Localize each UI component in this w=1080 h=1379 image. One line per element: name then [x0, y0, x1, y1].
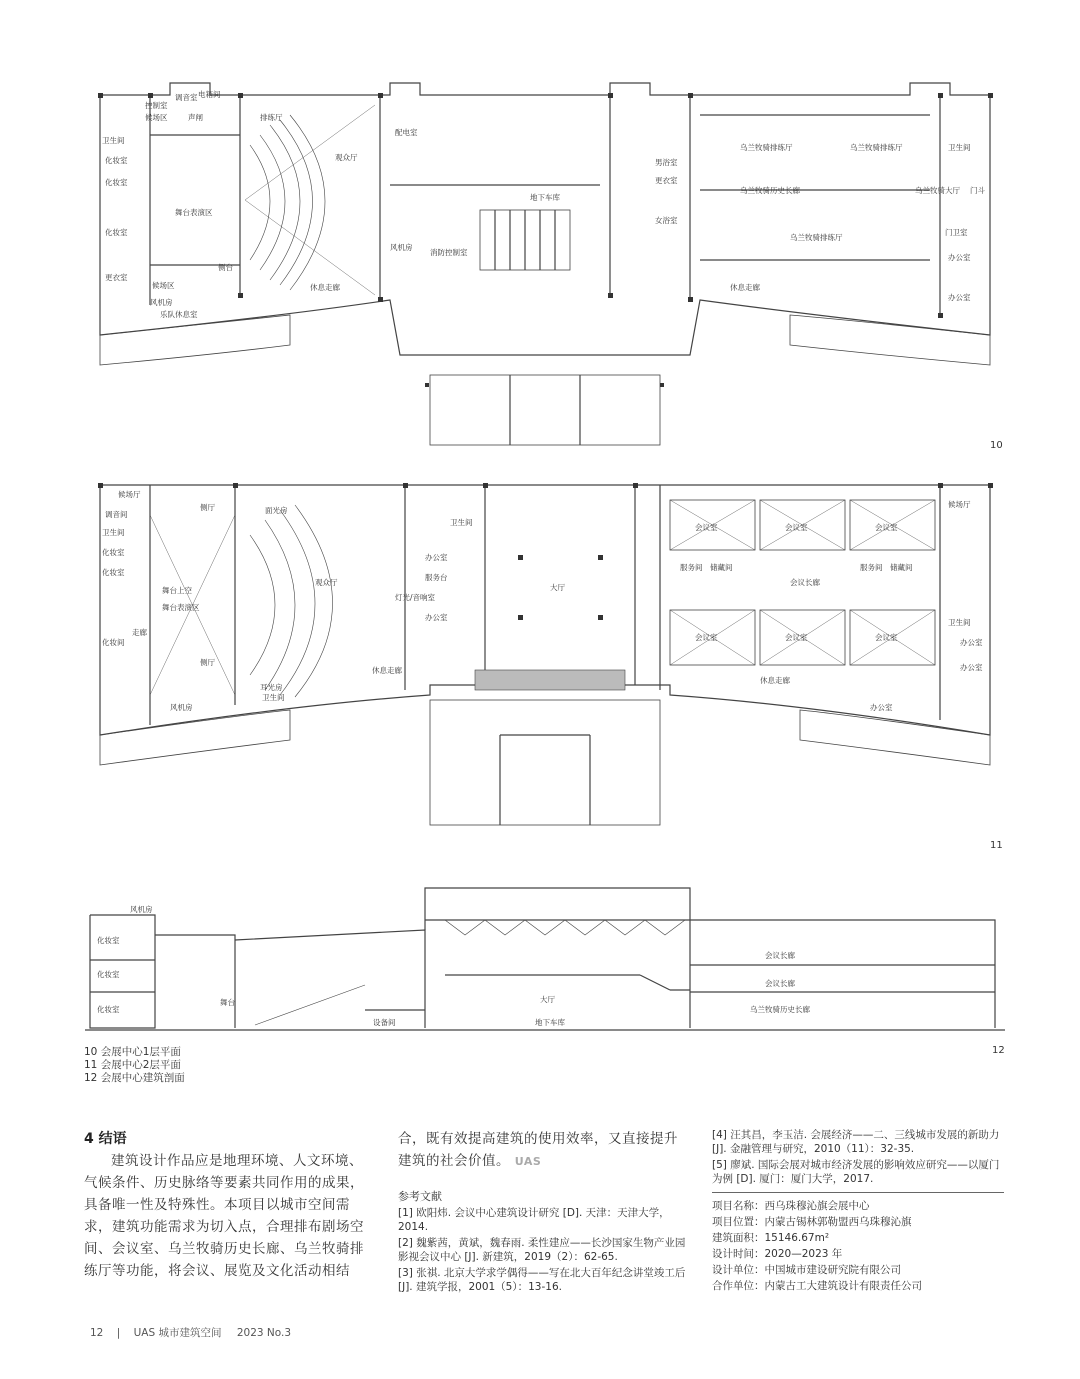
label: 观众厅: [335, 153, 358, 162]
label: 面光房: [265, 506, 288, 515]
project-info-line: 项目名称：西乌珠穆沁旗会展中心: [712, 1200, 870, 1212]
label: 候场厅: [948, 500, 971, 509]
figure-number: 12: [992, 1045, 1005, 1056]
label: 侧厅: [200, 503, 215, 512]
label: 乌兰牧骑排练厅: [790, 233, 843, 242]
label: 会议室: [785, 523, 808, 532]
label: 储藏间: [890, 563, 913, 572]
label: 卫生间: [948, 618, 971, 627]
figure-captions: [84, 1046, 185, 1085]
project-info-line: 合作单位：内蒙古工大建筑设计有限责任公司: [712, 1280, 922, 1292]
label: 大厅: [540, 995, 555, 1004]
label: 办公室: [425, 553, 448, 562]
label: 乌兰牧骑历史长廊: [750, 1005, 810, 1014]
label: 卫生间: [450, 518, 473, 527]
label: 地下车库: [535, 1018, 565, 1027]
label: 舞台上空: [162, 586, 192, 595]
label: 门卫室: [945, 228, 968, 237]
label: 配电室: [395, 128, 418, 137]
label: 风机房: [150, 298, 173, 307]
uas-logo: UAS: [514, 1155, 542, 1168]
label: 休息走廊: [372, 666, 402, 675]
label: 大厅: [550, 583, 565, 592]
page-number: 12: [90, 1327, 104, 1339]
label: 设备间: [373, 1018, 396, 1027]
label: 会议室: [695, 523, 718, 532]
project-info-line: 项目位置：内蒙古锡林郭勒盟西乌珠穆沁旗: [712, 1216, 912, 1228]
label: 卫生间: [102, 136, 125, 145]
caption: 10 会展中心1层平面: [84, 1046, 181, 1058]
label: 会议长廊: [765, 979, 795, 988]
label: 调音间: [105, 510, 128, 519]
issue-number: 2023 No.3: [236, 1327, 291, 1339]
label: 舞台表演区: [162, 603, 200, 612]
label: 服务台: [425, 573, 448, 582]
label: 休息走廊: [760, 676, 790, 685]
references-list-cont: [712, 1128, 1004, 1186]
label: 侧厅: [200, 658, 215, 667]
journal-name: UAS 城市建筑空间: [133, 1327, 222, 1339]
label: 消防控制室: [430, 248, 468, 257]
label: 化妆室: [97, 970, 120, 979]
label: 办公室: [425, 613, 448, 622]
label: 更衣室: [105, 273, 128, 282]
label: 化妆间: [102, 638, 125, 647]
label: 卫生间: [948, 143, 971, 152]
label: 乌兰牧骑排练厅: [850, 143, 903, 152]
label: 办公室: [948, 293, 971, 302]
reference-item: [2] 魏紫茜，黄斌，魏春雨. 柔性建应——长沙国家生物产业园影视会议中心 [J]. 新建筑，2019（2）：62-65.: [398, 1237, 686, 1263]
label: 门斗: [970, 186, 985, 195]
label: 乌兰牧骑大厅: [915, 186, 960, 195]
label: 耳光房: [260, 683, 283, 692]
label: 女浴室: [655, 216, 678, 225]
label: 会议室: [875, 633, 898, 642]
label: 化妆室: [105, 178, 128, 187]
label: 会议长廊: [765, 951, 795, 960]
label: 电箱间: [198, 90, 221, 99]
label: 调音室: [175, 93, 198, 102]
label: 服务间: [680, 563, 703, 572]
label: 乌兰牧骑历史长廊: [740, 186, 800, 195]
label: 风机房: [390, 243, 413, 252]
label: 舞台表演区: [175, 208, 213, 217]
references-list: [398, 1206, 690, 1294]
label: 办公室: [870, 703, 893, 712]
label: 观众厅: [315, 578, 338, 587]
label: 控制室: [145, 101, 168, 110]
floor-plan-1f: [90, 75, 1000, 455]
project-info-line: 设计时间：2020—2023 年: [712, 1248, 843, 1260]
label: 风机房: [170, 703, 193, 712]
label: 化妆室: [105, 156, 128, 165]
figure-number: 11: [990, 840, 1003, 851]
label: 化妆室: [97, 1005, 120, 1014]
reference-item: [5] 廖斌. 国际会展对城市经济发展的影响效应研究——以厦门为例 [D]. 厦门：厦门大学，2017.: [712, 1159, 1000, 1185]
label: 灯光/音响室: [395, 593, 436, 602]
label: 休息走廊: [730, 283, 760, 292]
project-info-line: 建筑面积：15146.67m²: [712, 1232, 830, 1244]
label: 会议室: [785, 633, 808, 642]
floor-plan-2f: [90, 475, 1000, 835]
page-footer: [90, 1325, 291, 1340]
label: 办公室: [960, 638, 983, 647]
footer-separator: |: [116, 1327, 121, 1339]
body-paragraph-cont: [398, 1128, 690, 1173]
label: 办公室: [960, 663, 983, 672]
label: 化妆室: [102, 568, 125, 577]
reference-item: [1] 欧阳炜. 会议中心建筑设计研究 [D]. 天津：天津大学，2014.: [398, 1207, 670, 1233]
project-info-line: 设计单位：中国城市建设研究院有限公司: [712, 1264, 901, 1276]
body-text: 合，既有效提高建筑的使用效率，又直接提升建筑的社会价值。: [398, 1131, 678, 1169]
label: 卫生间: [262, 693, 285, 702]
label: 办公室: [948, 253, 971, 262]
label: 排练厅: [260, 113, 283, 122]
project-info: [712, 1198, 1004, 1294]
body-paragraph: 建筑设计作品应是地理环境、人文环境、气候条件、历史脉络等要素共同作用的成果，具备唯一性及特殊性。本项目以城市空间需求，建筑功能需求为切入点，合理排布剧场空间、会议室、乌兰牧骑历史长廊、乌兰牧骑排练厅等功能，将会议、展览及文化活动相结: [84, 1153, 364, 1279]
references-title: 参考文献: [398, 1190, 442, 1203]
label: 会议室: [875, 523, 898, 532]
label: 卫生间: [102, 528, 125, 537]
label: 化妆室: [102, 548, 125, 557]
label: 更衣室: [655, 176, 678, 185]
divider: [712, 1192, 1004, 1193]
label: 休息走廊: [310, 283, 340, 292]
section-heading: 4 结语: [84, 1131, 127, 1147]
label: 乌兰牧骑排练厅: [740, 143, 793, 152]
label: 储藏间: [710, 563, 733, 572]
reference-item: [3] 张祺. 北京大学求学偶得——写在北大百年纪念讲堂竣工后 [J]. 建筑学报，2001（5）：13-16.: [398, 1267, 686, 1293]
label: 化妆室: [105, 228, 128, 237]
building-section: [85, 880, 1005, 1040]
label: 化妆室: [97, 936, 120, 945]
label: 会议长廊: [790, 578, 820, 587]
label: 舞台: [220, 998, 235, 1007]
label: 候场区: [145, 113, 168, 122]
caption: 12 会展中心建筑剖面: [84, 1072, 185, 1084]
label: 候场厅: [118, 490, 141, 499]
label: 候场区: [152, 281, 175, 290]
label: 声闸: [188, 113, 203, 122]
label: 走廊: [132, 628, 147, 637]
label: 会议室: [695, 633, 718, 642]
label: 侧台: [218, 263, 233, 272]
label: 风机房: [130, 905, 153, 914]
reference-item: [4] 汪其昌，李玉洁. 会展经济——二、三线城市发展的新助力 [J]. 金融管理与研究，2010（11）：32-35.: [712, 1129, 1000, 1155]
label: 男浴室: [655, 158, 678, 167]
label: 乐队休息室: [160, 310, 198, 319]
figure-number: 10: [990, 440, 1003, 451]
label: 地下车库: [530, 193, 560, 202]
label: 服务间: [860, 563, 883, 572]
caption: 11 会展中心2层平面: [84, 1059, 181, 1071]
